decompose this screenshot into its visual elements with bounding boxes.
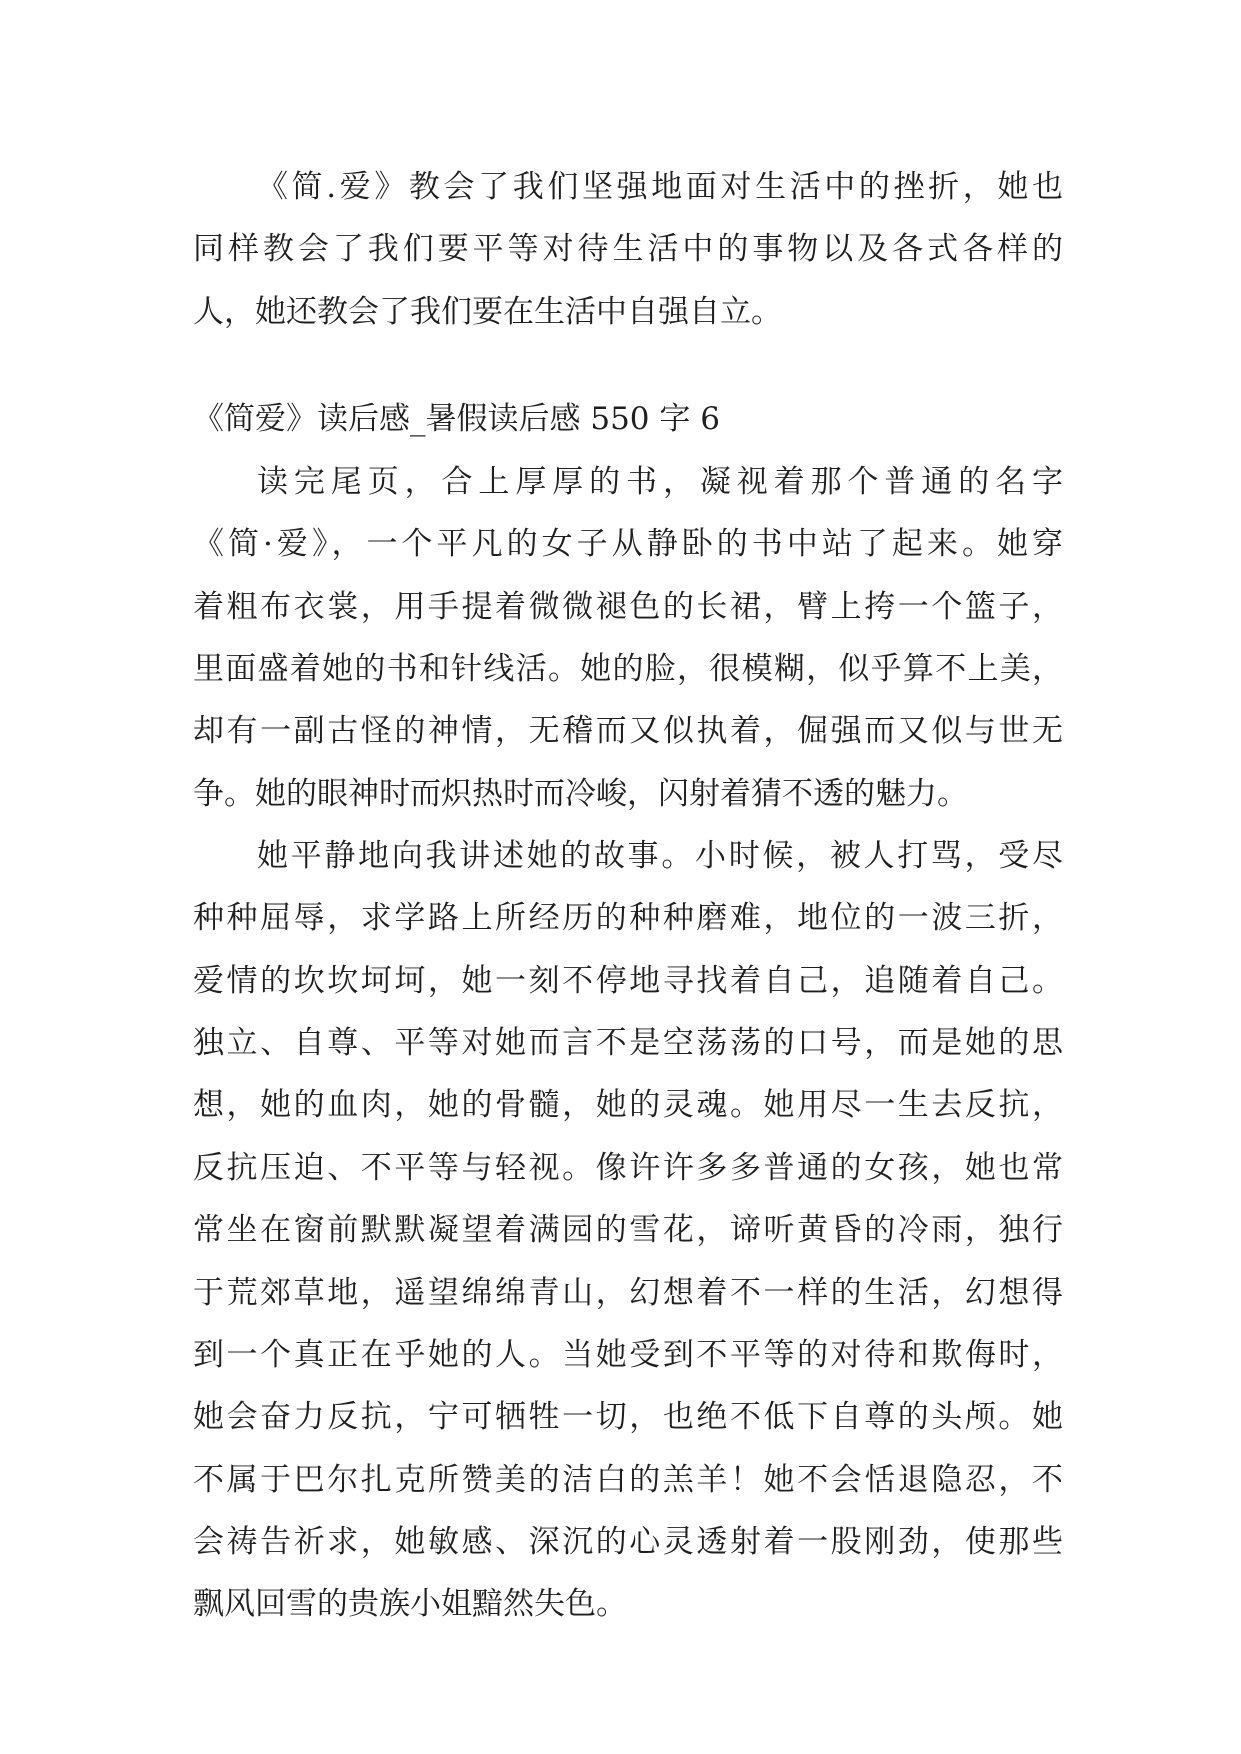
paragraph2-line-11: 不属于巴尔扎克所赞美的洁白的羔羊！她不会恬退隐忍，不 (193, 1462, 1063, 1498)
paragraph1-line-2: 《简·爱》，一个平凡的女子从静卧的书中站了起来。她穿 (193, 526, 1063, 562)
paragraph1-line-3: 着粗布衣裳，用手提着微微褪色的长裙，臂上挎一个篮子， (193, 589, 1063, 625)
paragraph2-line-8: 于荒郊草地，遥望绵绵青山，幻想着不一样的生活，幻想得 (193, 1275, 1063, 1311)
essay-heading: 《简爱》读后感_暑假读后感 550 字 6 (193, 401, 720, 437)
paragraph2-line-10: 她会奋力反抗，宁可牺牲一切，也绝不低下自尊的头颅。她 (193, 1399, 1063, 1435)
paragraph2-line-4: 独立、自尊、平等对她而言不是空荡荡的口号，而是她的思 (193, 1025, 1063, 1061)
paragraph2-line-3: 爱情的坎坎坷坷，她一刻不停地寻找着自己，追随着自己。 (193, 963, 1063, 999)
section1-line-3: 人，她还教会了我们要在生活中自强自立。 (193, 294, 782, 330)
paragraph2-line-7: 常坐在窗前默默凝望着满园的雪花，谛听黄昏的冷雨，独行 (193, 1212, 1063, 1248)
paragraph2-line-9: 到一个真正在乎她的人。当她受到不平等的对待和欺侮时， (193, 1337, 1063, 1373)
paragraph2-line-2: 种种屈辱，求学路上所经历的种种磨难，地位的一波三折， (193, 900, 1063, 936)
paragraph2-line-6: 反抗压迫、不平等与轻视。像许许多多普通的女孩，她也常 (193, 1150, 1063, 1186)
paragraph2-line-1: 她平静地向我讲述她的故事。小时候，被人打骂，受尽 (257, 838, 1063, 874)
paragraph2-line-12: 会祷告祈求，她敏感、深沉的心灵透射着一股刚劲，使那些 (193, 1524, 1063, 1560)
paragraph1-line-1: 读完尾页，合上厚厚的书，凝视着那个普通的名字 (257, 464, 1063, 500)
paragraph1-line-5: 却有一副古怪的神情，无稽而又似执着，倔强而又似与世无 (193, 713, 1063, 749)
section1-line-1: 《简.爱》教会了我们坚强地面对生活中的挫折，她也 (257, 169, 1063, 205)
section1-line-2: 同样教会了我们要平等对待生活中的事物以及各式各样的 (193, 231, 1063, 267)
paragraph2-line-13: 飘风回雪的贵族小姐黯然失色。 (193, 1586, 627, 1622)
paragraph2-line-5: 想，她的血肉，她的骨髓，她的灵魂。她用尽一生去反抗， (193, 1087, 1063, 1123)
paragraph1-line-6: 争。她的眼神时而炽热时而冷峻，闪射着猜不透的魅力。 (193, 776, 968, 812)
paragraph1-line-4: 里面盛着她的书和针线活。她的脸，很模糊，似乎算不上美， (193, 651, 1063, 687)
